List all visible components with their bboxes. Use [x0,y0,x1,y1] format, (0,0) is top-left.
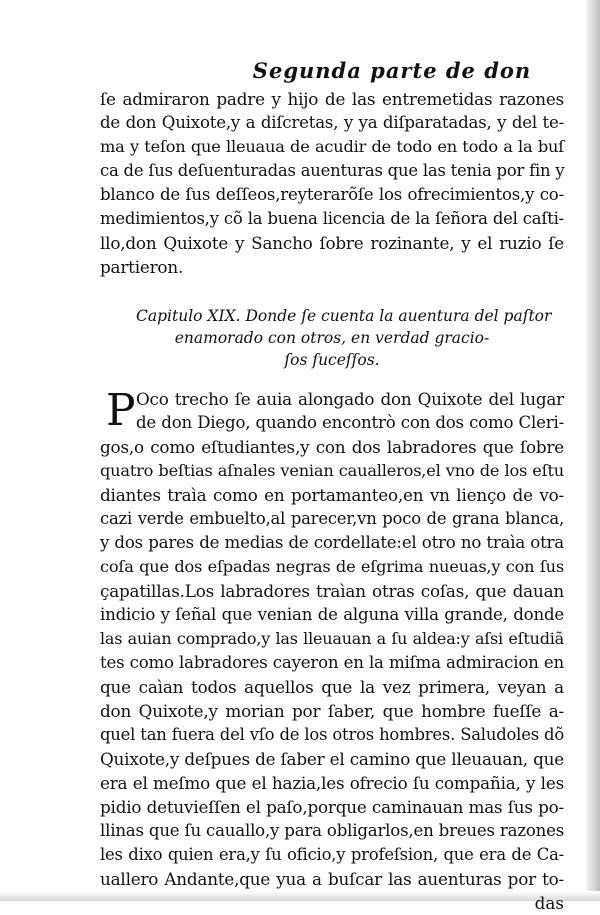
text-line: don Quixote,y morian por ſaber, que hombre fueſſe a- [100,701,564,721]
running-head: Segunda parte de don [252,58,532,83]
catchword: das [534,893,564,913]
drop-cap: P [106,385,136,436]
text-line: les dixo quien era,y ſu oficio,y profeſsion, que era de Ca- [100,845,564,864]
text-line: tes como labradores cayeron en la miſma admiracion en [100,653,564,672]
text-line: Quixote,y deſpues de ſaber el camino que lleuauan, que [100,749,564,769]
text-line: quel tan fuera del vſo de los otros hombres. Saludoles dõ [100,725,564,744]
text-line: las auian comprado,y las lleuauan a ſu aldea:y aſsi eſtudiã [100,629,564,648]
text-line: medimientos,y cõ la buena licencia de la ſeñora del caſti- [100,209,564,228]
chapter-heading-line: enamorado con otros, en verdad gracio- [174,329,490,347]
text-line: cazi verde embuelto,al parecer,vn poco de grana blanca, [100,509,564,528]
text-line: quatro beſtias aſnales venian caualleros,el vno de los eſtu [100,461,564,480]
book-page [100,58,564,915]
text-line: partieron. [100,257,184,277]
text-line: blanco de ſus deſſeos,reyterarõſe los ofrecimientos,y co- [100,185,564,204]
text-line: uallero Andante,que yua a buſcar las auenturas por to- [100,869,564,889]
chapter-heading-line: ſos ſuceſſos. [284,351,380,369]
text-line: y dos pares de medias de cordellate:el otro no traìa otra [100,533,564,552]
text-line: llinas que ſu cauallo,y para obligarlos,en breues razones [100,821,565,840]
text-line: pidio detuvieſſen el paſo,porque caminauan mas ſus po- [100,797,564,817]
chapter-text [100,387,564,915]
text-line: gos,o como eſtudiantes,y con dos labradores que ſobre [100,437,564,457]
chapter-heading-line: Capitulo XIX. Donde ſe cuenta la auentura del paſtor [136,307,552,325]
chapter-heading [100,305,564,371]
text-line: era el meſmo que el hazia,les ofrecio ſu compañia, y les [100,773,564,793]
text-line: çapatillas.Los labradores traìan otras coſas, que dauan [100,581,564,601]
text-line: coſa que dos eſpadas negras de eſgrima nueuas,y con ſus [100,557,564,576]
text-line: ſe admiraron padre y hijo de las entremetidas razones [100,89,564,109]
preceding-text [100,87,564,279]
text-line: de don Diego, quando encontrò con dos como Cleri- [136,413,564,432]
text-line: Oco trecho ſe auia alongado don Quixote del lugar [136,389,564,409]
text-line: ca de ſus deſuenturadas auenturas que las tenia por fin y [100,161,565,180]
text-line: diantes traìa como en portamanteo,en vn lienço de vo- [100,485,564,505]
text-line: indicio y ſeñal que venian de alguna villa grande, donde [100,605,564,624]
text-line: que caìan todos aquellos que la vez primera, veyan a [100,677,564,697]
text-line: de don Quixote,y a diſcretas, y ya diſparatadas, y del te- [100,113,564,132]
text-line: llo,don Quixote y Sancho ſobre rozinante, y el ruzio ſe [100,233,564,253]
page-edge-shadow [586,0,600,901]
text-line: ma y teſon que lleuaua de acudir de todo en todo a la buſ [100,137,564,156]
